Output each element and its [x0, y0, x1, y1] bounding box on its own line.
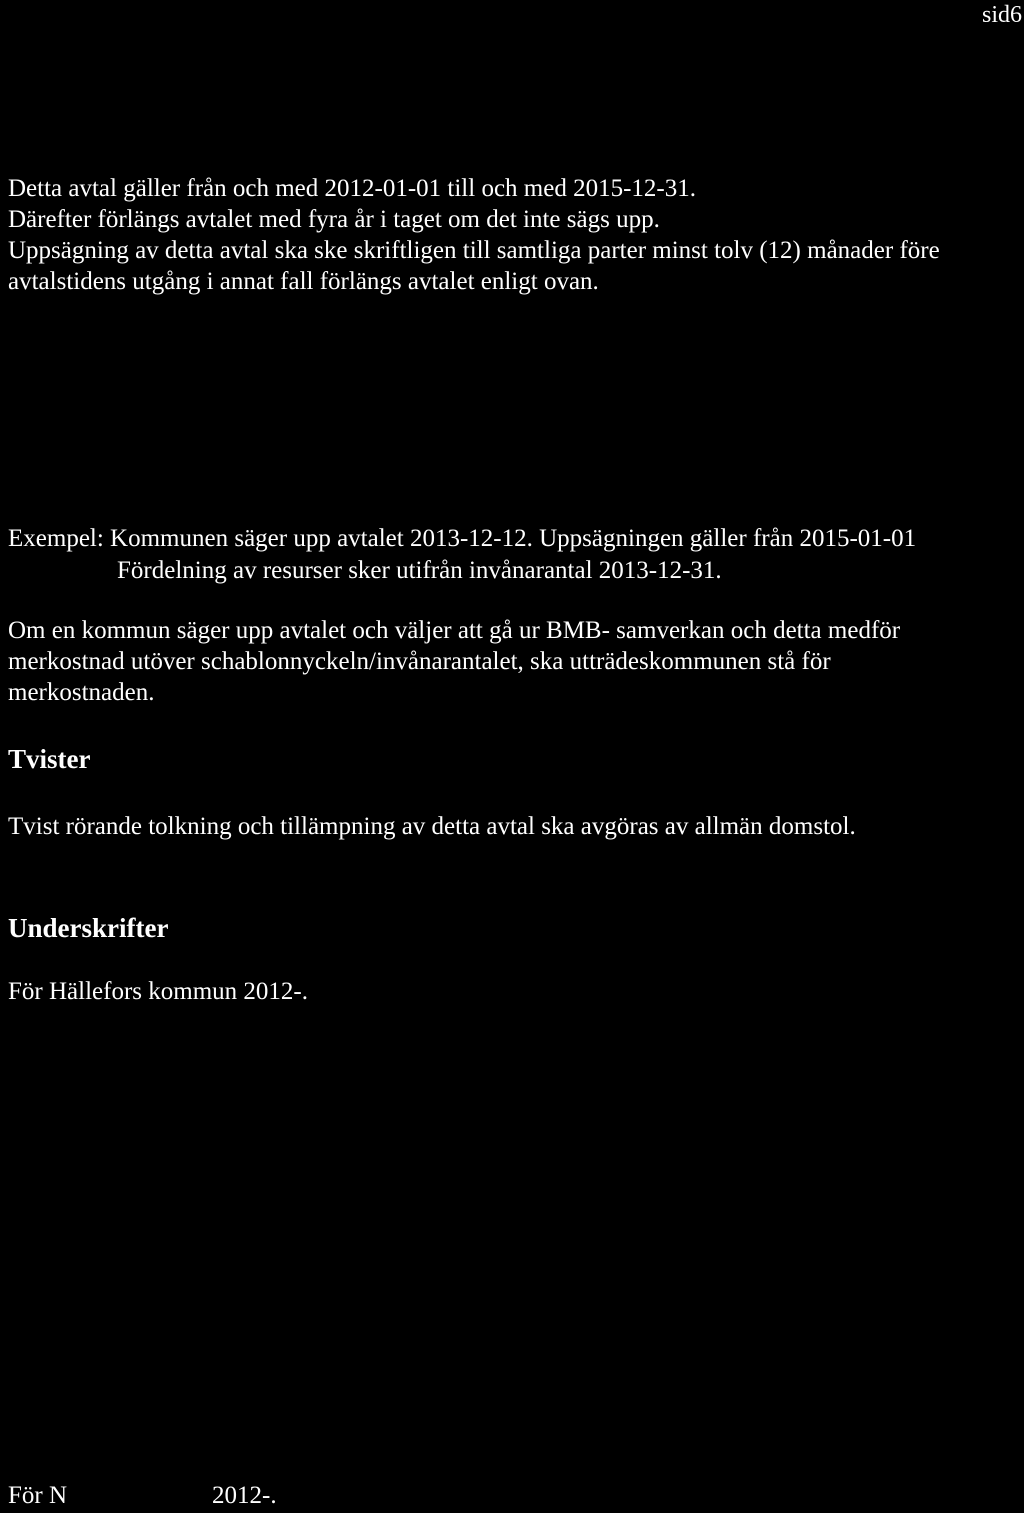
- signature-n-label: För N: [8, 1482, 68, 1509]
- exit-clause-line: merkostnad utöver schablonnyckeln/invånarantalet, ska utträdeskommunen stå för: [8, 648, 831, 675]
- example-line-1: Exempel: Kommunen säger upp avtalet 2013-12-12. Uppsägningen gäller från 2015-01-01: [8, 525, 917, 552]
- signatures-heading: Underskrifter: [8, 913, 169, 943]
- example-line-2: Fördelning av resurser sker utifrån invånarantal 2013-12-31.: [117, 557, 722, 584]
- validity-line: avtalstidens utgång i annat fall förlängs avtalet enligt ovan.: [8, 268, 599, 295]
- page-number: sid6: [981, 2, 1022, 28]
- signature-n-date: 2012-.: [212, 1482, 277, 1509]
- exit-clause-line: Om en kommun säger upp avtalet och väljer att gå ur BMB- samverkan och detta medför: [8, 617, 901, 644]
- exit-clause-paragraph: [8, 615, 900, 708]
- disputes-paragraph: Tvist rörande tolkning och tillämpning av detta avtal ska avgöras av allmän domstol.: [8, 813, 856, 840]
- signature-hallefors: För Hällefors kommun 2012-.: [8, 978, 308, 1005]
- validity-line: Därefter förlängs avtalet med fyra år i taget om det inte sägs upp.: [8, 206, 660, 233]
- disputes-heading: Tvister: [8, 744, 91, 774]
- validity-paragraph: [8, 173, 940, 297]
- validity-line: Uppsägning av detta avtal ska ske skriftligen till samtliga parter minst tolv (12) månader före: [8, 237, 940, 264]
- validity-line: Detta avtal gäller från och med 2012-01-01 till och med 2015-12-31.: [8, 175, 696, 202]
- exit-clause-line: merkostnaden.: [8, 679, 155, 706]
